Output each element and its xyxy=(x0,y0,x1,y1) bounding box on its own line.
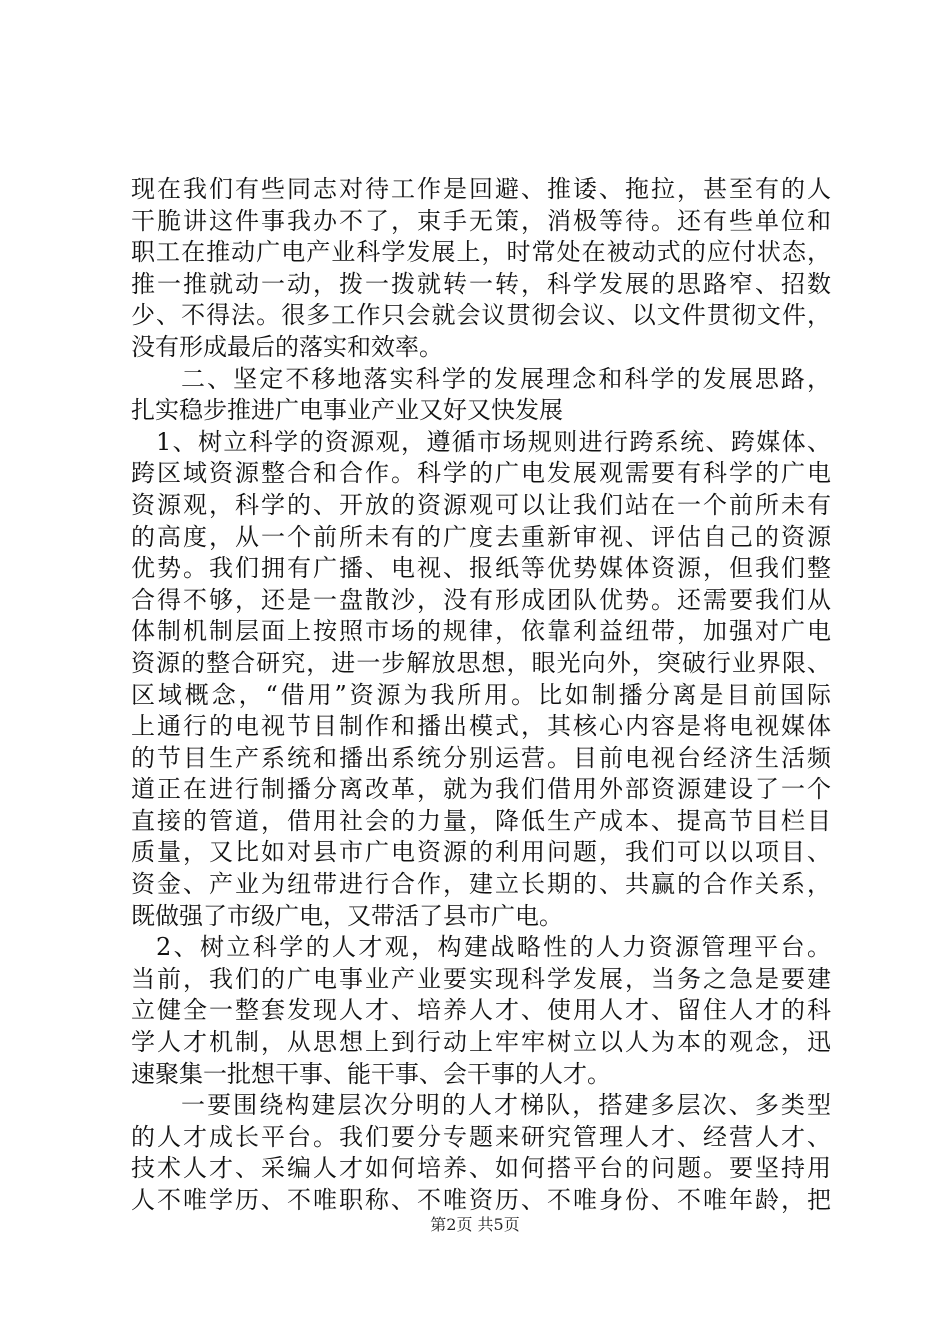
page-number-footer: 第2页 共5页 xyxy=(430,1215,520,1234)
text-line: 既做强了市级广电，又带活了县市广电。 xyxy=(131,901,563,930)
text-line: 资金、产业为纽带进行合作，建立长期的、共赢的合作关系， xyxy=(131,870,831,899)
text-line: 2、树立科学的人才观，构建战略性的人力资源管理平台。 xyxy=(156,933,831,962)
text-line: 直接的管道，借用社会的力量，降低生产成本、提高节目栏目 xyxy=(131,806,831,835)
text-line: 速聚集一批想干事、能干事、会干事的人才。 xyxy=(131,1059,611,1088)
text-line: 一要围绕构建层次分明的人才梯队，搭建多层次、多类型 xyxy=(181,1091,831,1120)
text-line: 的节目生产系统和播出系统分别运营。目前电视台经济生活频 xyxy=(131,743,831,772)
section-heading-line: 二、坚定不移地落实科学的发展理念和科学的发展思路， xyxy=(181,364,831,393)
text-line: 的高度，从一个前所未有的广度去重新审视、评估自己的资源 xyxy=(131,522,831,551)
text-line: 优势。我们拥有广播、电视、报纸等优势媒体资源，但我们整 xyxy=(131,554,831,583)
text-line: 没有形成最后的落实和效率。 xyxy=(131,332,443,361)
text-line: 资源的整合研究，进一步解放思想，眼光向外，突破行业界限、 xyxy=(131,648,831,677)
text-line: 干脆讲这件事我办不了，束手无策，消极等待。还有些单位和 xyxy=(131,206,831,235)
text-line: 人不唯学历、不唯职称、不唯资历、不唯身份、不唯年龄，把 xyxy=(131,1186,831,1214)
text-line: 合得不够，还是一盘散沙，没有形成团队优势。还需要我们从 xyxy=(131,585,831,614)
text-line: 1、树立科学的资源观，遵循市场规则进行跨系统、跨媒体、 xyxy=(156,427,831,456)
text-line: 学人才机制，从思想上到行动上牢牢树立以人为本的观念，迅 xyxy=(131,1028,831,1057)
text-line: 少、不得法。很多工作只会就会议贯彻会议、以文件贯彻文件， xyxy=(131,301,831,330)
text-line: 上通行的电视节目制作和播出模式，其核心内容是将电视媒体 xyxy=(131,712,831,741)
section-heading-line: 扎实稳步推进广电事业产业又好又快发展 xyxy=(131,396,563,425)
text-line: 推一推就动一动，拨一拨就转一转，科学发展的思路窄、招数 xyxy=(131,269,831,298)
text-line: 当前，我们的广电事业产业要实现科学发展，当务之急是要建 xyxy=(131,964,831,993)
text-line: 技术人才、采编人才如何培养、如何搭平台的问题。要坚持用 xyxy=(131,1154,831,1183)
text-line: 立健全一整套发现人才、培养人才、使用人才、留住人才的科 xyxy=(131,996,831,1025)
document-body xyxy=(131,174,831,1217)
text-line: 现在我们有些同志对待工作是回避、推诿、拖拉，甚至有的人 xyxy=(131,175,831,203)
text-line: 的人才成长平台。我们要分专题来研究管理人才、经营人才、 xyxy=(131,1122,831,1151)
text-line: 跨区域资源整合和合作。科学的广电发展观需要有科学的广电 xyxy=(131,459,831,488)
text-line: 道正在进行制播分离改革，就为我们借用外部资源建设了一个 xyxy=(131,775,831,804)
text-line: 区域概念，“借用”资源为我所用。比如制播分离是目前国际 xyxy=(131,680,831,709)
text-line: 职工在推动广电产业科学发展上，时常处在被动式的应付状态， xyxy=(131,238,831,267)
text-line: 资源观，科学的、开放的资源观可以让我们站在一个前所未有 xyxy=(131,490,831,519)
text-line: 质量，又比如对县市广电资源的利用问题，我们可以以项目、 xyxy=(131,838,831,867)
text-line: 体制机制层面上按照市场的规律，依靠利益纽带，加强对广电 xyxy=(131,617,831,646)
